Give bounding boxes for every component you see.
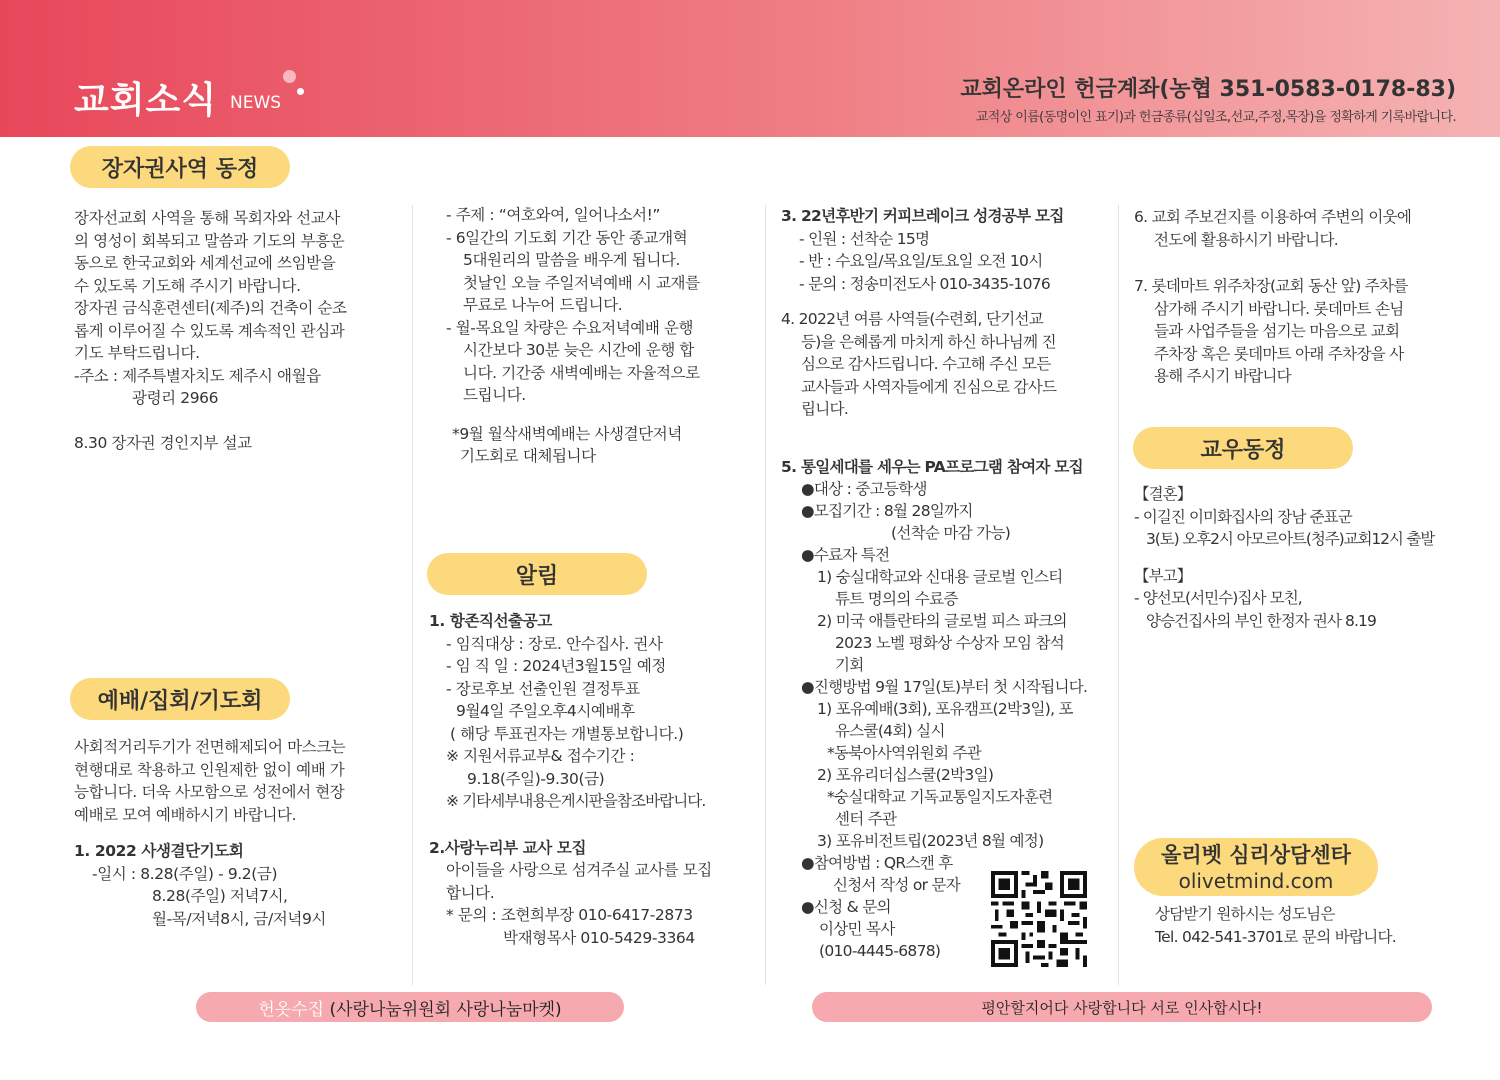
item-title: 1. 2022 사생결단기도회: [74, 842, 244, 860]
text-line: -일시 : 8.28(주일) - 9.2(금): [92, 864, 278, 883]
offering-account: 교회온라인 헌금계좌(농협 351-0583-0178-83): [960, 77, 1456, 102]
olivet-url[interactable]: olivetmind.com: [1178, 869, 1334, 893]
item-title: 5. 통일세대를 세우는 PA프로그램 참여자 모집: [781, 458, 1083, 476]
olivet-contact-text: [1155, 903, 1396, 948]
text-line: 시간보다 30분 늦은 시간에 운행 합: [463, 341, 695, 359]
qr-code-icon[interactable]: [991, 871, 1087, 967]
text-line: 9월4일 주일오후4시예배후: [456, 702, 635, 720]
text-line: 전도에 활용하시기 바랍니다.: [1154, 230, 1338, 249]
text-line: ●참여방법 : QR스캔 후: [801, 854, 953, 872]
text-line: 튜트 명의의 수료증: [835, 590, 958, 608]
text-line: Tel. 042-541-3701로 문의 바랍니다.: [1155, 927, 1397, 946]
prayer-meeting-text: [446, 204, 700, 468]
text-line: ●수료자 특전: [801, 546, 890, 564]
text-line: 심으로 감사드립니다. 수고해 주신 모든: [801, 355, 1051, 373]
text-line: 교사들과 사역자들에게 진심으로 감사드: [801, 377, 1057, 396]
text-line: 양승건집사의 부인 한정자 권사 8.19: [1146, 611, 1376, 630]
column-divider: [1118, 205, 1119, 985]
greeting-banner: 평안할지어다 사랑합니다 서로 인사합시다!: [812, 992, 1432, 1022]
text-line: 5대원리의 말씀을 배우게 됩니다.: [463, 251, 681, 269]
text-line: 센터 주관: [835, 810, 897, 828]
news-label: NEWS: [230, 93, 282, 113]
text-line: - 장로후보 선출인원 결정투표: [446, 679, 640, 698]
text-line: - 반 : 수요일/목요일/토요일 오전 10시: [799, 252, 1043, 270]
item-title: 1. 항존직선출공고: [429, 612, 552, 630]
text-line: 기도 부탁드립니다.: [74, 344, 200, 362]
text-line: 예배로 모여 예배하시기 바랍니다.: [74, 805, 297, 824]
section-title-jangja: 장자권사역 동정: [70, 146, 290, 188]
text-line: - 양선모(서민수)집사 모친,: [1134, 589, 1302, 607]
text-line: ( 해당 투표권자는 개별통보합니다.): [450, 724, 684, 743]
jangja-text: [74, 207, 347, 454]
column-divider: [765, 205, 766, 985]
text-line: 니다. 기간중 새벽예배는 자율적으로: [463, 363, 700, 382]
notice-text: [429, 610, 712, 949]
text-line: 2) 포유리더십스쿨(2박3일): [817, 766, 994, 784]
text-line: 7. 롯데마트 위주차장(교회 동산 앞) 주차를: [1134, 277, 1408, 295]
text-line: 광령리 2966: [132, 389, 219, 407]
text-line: 2023 노벨 평화상 수상자 모임 참석: [835, 634, 1065, 652]
text-line: 1) 포유예배(3회), 포유캠프(2박3일), 포: [817, 700, 1073, 718]
text-line: *9월 월삭새벽예배는 사생결단저녁: [452, 424, 682, 443]
item-title: 3. 22년후반기 커피브레이크 성경공부 모집: [781, 207, 1064, 225]
text-line: 상담받기 원하시는 성도님은: [1155, 905, 1335, 923]
text-line: * 문의 : 조현희부장 010-6417-2873: [446, 906, 693, 924]
text-line: - 문의 : 정송미전도사 010-3435-1076: [799, 274, 1051, 293]
text-line: 수 있도록 기도해 주시기 바랍니다.: [74, 276, 301, 295]
text-line: *동북아사역위원회 주관: [827, 744, 982, 762]
text-line: 삼가해 주시기 바랍니다. 롯데마트 손님: [1154, 299, 1404, 318]
text-line: 박재형목사 010-5429-3364: [503, 928, 695, 947]
section-title-members: 교우동정: [1133, 427, 1353, 469]
decorative-dot: [297, 88, 304, 95]
section-title-notice: 알림: [427, 553, 647, 595]
funeral-heading: 【부고】: [1134, 566, 1192, 585]
text-line: 롭게 이루어질 수 있도록 계속적인 관심과: [74, 321, 345, 340]
text-line: ●진행방법 9월 17일(토)부터 첫 시작됩니다.: [801, 678, 1088, 696]
text-line: 의 영성이 회복되고 말씀과 기도의 부흥운: [74, 231, 345, 250]
text-line: 4. 2022년 여름 사역들(수련회, 단기선교: [781, 310, 1044, 328]
text-line: 2) 미국 애틀란타의 글로벌 피스 파크의: [817, 612, 1067, 630]
text-line: 월-목/저녁8시, 금/저녁9시: [152, 909, 326, 928]
wedding-heading: 【결혼】: [1134, 485, 1192, 503]
text-line: 합니다.: [446, 883, 495, 902]
text-line: 들과 사업주들을 섬기는 마음으로 교회: [1154, 322, 1400, 340]
text-line: 장자권 금식훈련센터(제주)의 건축이 순조: [74, 299, 347, 317]
olivet-title: 올리벳 심리상담센타: [1161, 843, 1351, 867]
text-line: - 임직대상 : 장로. 안수집사. 권사: [446, 634, 663, 653]
text-line: - 이길진 이미화집사의 장남 준표군: [1134, 507, 1352, 526]
text-line: 이상민 목사: [819, 920, 895, 938]
text-line: - 월-목요일 차량은 수요저녁예배 운행: [446, 318, 694, 337]
members-news-text: [1134, 483, 1434, 632]
parking-text: [1134, 206, 1411, 388]
text-line: 첫날인 오늘 주일저녁예배 시 교재를: [463, 273, 700, 292]
text-line: 기회: [835, 656, 864, 674]
offering-note: 교적상 이름(동명이인 표기)과 헌금종류(십일조,선교,주정,목장)을 정확하게 기록바랍니다.: [975, 110, 1456, 125]
text-line: - 인원 : 선착순 15명: [799, 229, 930, 248]
text-line: 신청서 작성 or 문자: [833, 876, 961, 894]
clothing-collection-label: 헌옷수집: [258, 999, 325, 1020]
text-line: 무료로 나누어 드립니다.: [463, 296, 623, 314]
text-line: (선착순 마감 가능): [891, 524, 1011, 542]
section-title-worship: 예배/집회/기도회: [70, 678, 290, 720]
text-line: (010-4445-6878): [819, 942, 941, 960]
text-line: ※ 지원서류교부& 접수기간 :: [446, 747, 635, 765]
text-line: -주소 : 제주특별자치도 제주시 애월읍: [74, 366, 321, 385]
text-line: - 임 직 일 : 2024년3월15일 예정: [446, 657, 666, 675]
text-line: 유스쿨(4회) 실시: [835, 722, 945, 740]
text-line: 3) 포유비전트립(2023년 8월 예정): [817, 832, 1044, 850]
text-line: 립니다.: [801, 400, 849, 418]
clothing-collection-banner: [196, 992, 624, 1022]
item-title: 2.사랑누리부 교사 모집: [429, 838, 587, 857]
text-line: 드립니다.: [463, 386, 526, 404]
text-line: ●신청 & 문의: [801, 898, 891, 916]
page-title: 교회소식: [74, 80, 218, 121]
text-line: 8.30 장자권 경인지부 설교: [74, 433, 252, 452]
text-line: 등)을 은혜롭게 마치게 하신 하나님께 진: [801, 332, 1056, 351]
olivet-counseling-badge: [1134, 838, 1378, 896]
text-line: 용해 주시기 바랍니다: [1154, 367, 1291, 385]
text-line: 아이들을 사랑으로 섬겨주실 교사를 모집: [446, 861, 712, 879]
text-line: 6. 교회 주보걷지를 이용하여 주변의 이웃에: [1134, 208, 1412, 226]
text-line: *숭실대학교 기독교통일지도자훈련: [827, 788, 1053, 806]
text-line: 기도회로 대체됩니다: [460, 447, 596, 465]
text-line: 현행대로 착용하고 인원제한 없이 예배 가: [74, 760, 345, 779]
text-line: ●대상 : 중고등학생: [801, 480, 927, 498]
text-line: 8.28(주일) 저녁7시,: [152, 887, 288, 905]
text-line: 동으로 한국교회와 세계선교에 쓰임받을: [74, 254, 336, 272]
bible-study-text: [781, 205, 1064, 421]
text-line: 능합니다. 더욱 사모함으로 성전에서 현장: [74, 783, 345, 801]
text-line: 주차장 혹은 롯데마트 아래 주차장을 사: [1154, 344, 1404, 363]
text-line: - 주제 : “여호와여, 일어나소서!”: [446, 206, 661, 224]
column-divider: [412, 205, 413, 985]
clothing-collection-detail: (사랑나눔위원회 사랑나눔마켓): [329, 999, 562, 1020]
text-line: 장자선교회 사역을 통해 목회자와 선교사: [74, 209, 340, 227]
decorative-dot: [283, 70, 296, 83]
text-line: - 6일간의 기도회 기간 동안 종교개혁: [446, 228, 688, 247]
text-line: 3(토) 오후2시 아모르아트(청주)교회12시 출발: [1146, 530, 1435, 548]
text-line: 사회적거리두기가 전면해제되어 마스크는: [74, 738, 346, 756]
text-line: ●모집기간 : 8월 28일까지: [801, 502, 973, 520]
worship-text: [74, 736, 345, 930]
text-line: 1) 숭실대학교와 신대용 글로벌 인스티: [817, 568, 1063, 586]
text-line: ※ 기타세부내용은게시판을참조바랍니다.: [446, 792, 706, 810]
text-line: 9.18(주일)-9.30(금): [467, 769, 605, 788]
header-banner: [0, 0, 1500, 137]
